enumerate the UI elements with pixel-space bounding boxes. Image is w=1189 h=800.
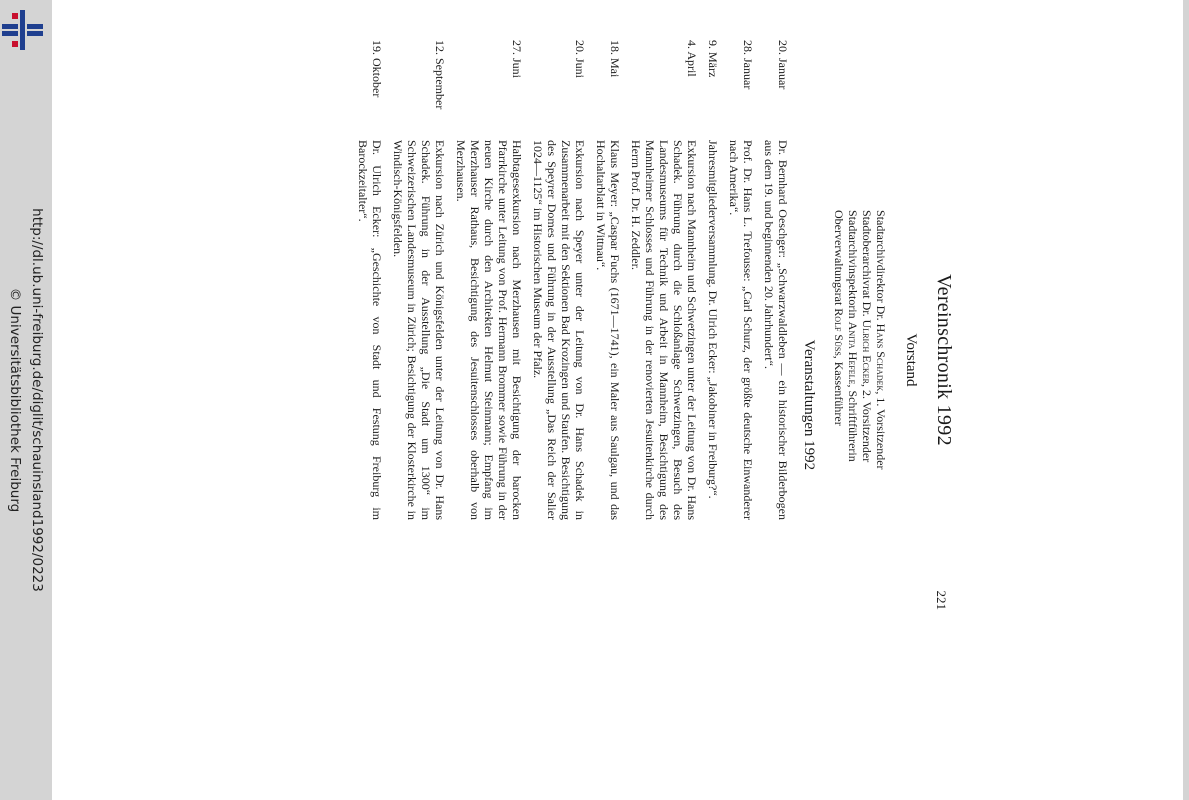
event-entry bbox=[762, 40, 790, 680]
event-description: Prof. Dr. Hans L. Trefousse: „Carl Schurz, der größte deutsche Einwanderer nach Amerika“. bbox=[727, 140, 755, 520]
sidebar bbox=[0, 0, 52, 800]
event-date: 19. Oktober bbox=[370, 40, 384, 98]
event-date: 9. März bbox=[706, 40, 720, 78]
event-date: 4. April bbox=[685, 40, 699, 77]
page-title: Vereinschronik 1992 bbox=[933, 274, 955, 446]
event-entry bbox=[629, 40, 699, 680]
event-entry bbox=[706, 40, 720, 680]
event-date: 12. September bbox=[433, 40, 447, 110]
vorstand-heading: Vorstand bbox=[903, 333, 919, 387]
event-description: Dr. Bernhard Oeschger: „Schwarzwaldleben — ein historischer Bilderbogen aus dem 19. und beginnenden 20. Jahrhundert“. bbox=[762, 140, 790, 520]
event-entry bbox=[454, 40, 524, 680]
board-member: Stadtarchivdirektor Dr. Hans Schadek, 1. Vorsitzender bbox=[874, 210, 888, 470]
board-member: Oberverwaltungsrat Rolf Süss, Kassenführer bbox=[832, 210, 846, 426]
page-content bbox=[280, 40, 960, 680]
event-entry bbox=[727, 40, 755, 680]
event-entry bbox=[594, 40, 622, 680]
document-page bbox=[270, 20, 970, 700]
source-url-link[interactable]: http://dl.ub.uni-freiburg.de/diglit/schauinsland1992/0223 bbox=[29, 208, 45, 592]
copyright-text: © Universitätsbibliothek Freiburg bbox=[7, 287, 23, 513]
event-description: Klaus Meyer: „Caspar Fuchs (1671—1741), ein Maler aus Saulgau, und das Hochaltarblatt in Wittnau“. bbox=[594, 140, 622, 520]
event-entry bbox=[531, 40, 587, 680]
event-date: 28. Januar bbox=[741, 40, 755, 90]
library-logo-icon bbox=[2, 10, 44, 50]
scrollbar[interactable] bbox=[1183, 0, 1189, 800]
event-date: 27. Juni bbox=[510, 40, 524, 79]
event-description: Exkursion nach Zürich und Königsfelden unter der Leitung von Dr. Hans Schadek. Führung in der Ausstellung „Die Stadt um 1300“ im Schweizerischen Landesmuseum in Zürich; Besichtigung der Klosterkirche in Windisch-Königsfelden. bbox=[391, 140, 447, 520]
event-description: Exkursion nach Mannheim und Schwetzingen unter der Leitung von Dr. Hans Schadek. Führung durch die Schloßanlage Schwetzingen, Besuch des Landesmuseums für Technik und Arbeit in Mannheim, Besichtigung des Mannheimer Schlosses und Führung in der renovierten Jesuitenkirche durch Herrn Prof. Dr. H. Zeddler. bbox=[629, 140, 699, 520]
board-member: Stadtoberarchivrat Dr. Ulrich Ecker, 2. Vorsitzender bbox=[860, 210, 874, 463]
board-list bbox=[832, 210, 888, 680]
event-date: 18. Mai bbox=[608, 40, 622, 78]
sidebar-text bbox=[4, 208, 48, 592]
page-number: 221 bbox=[934, 590, 949, 610]
event-entry bbox=[391, 40, 447, 680]
event-description: Jahresmitgliederversammlung. Dr. Ulrich Ecker: „Jakobiner in Freiburg?“. bbox=[706, 140, 720, 499]
event-date: 20. Juni bbox=[573, 40, 587, 79]
board-member: Stadtarchivinspektorin Anita Hefele, Schriftführerin bbox=[846, 210, 860, 462]
event-description: Halbtagesexkursion nach Merzhausen mit Besichtigung der barocken Pfarrkirche unter Leitung von Prof. Hermann Brommer sowie Führung in der neuen Kirche durch den Architekten Helmut Steinmann; Empfang im Merzhauser Rathaus, Besichtigung des Jesuitenschlosses oberhalb von Merzhausen. bbox=[454, 140, 524, 520]
event-description: Exkursion nach Speyer unter der Leitung von Dr. Hans Schadek in Zusammenarbeit mit den Sektionen Bad Krozingen und Staufen. Besichtigung des Speyrer Domes und Führung in der Ausstellung „Das Reich der Salier 1024—1125“ im Historischen Museum der Pfalz. bbox=[531, 140, 587, 520]
events-list bbox=[356, 40, 790, 680]
events-heading: Veranstaltungen 1992 bbox=[801, 339, 817, 471]
event-entry bbox=[356, 40, 384, 680]
event-description: Dr. Ulrich Ecker: „Geschichte von Stadt und Festung Freiburg im Barockzeitalter“. bbox=[356, 140, 384, 520]
event-date: 20. Januar bbox=[776, 40, 790, 90]
